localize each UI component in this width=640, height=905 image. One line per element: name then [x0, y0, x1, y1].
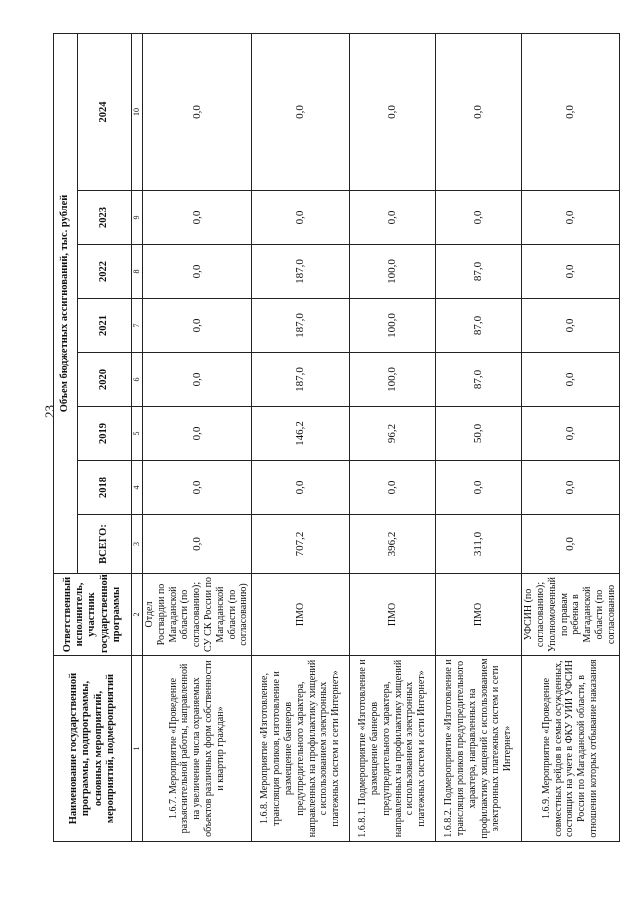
col-index: 5 — [132, 407, 143, 461]
header-name: Наименование государственной программы, подпрограммы, основных мероприятий, мероприятий, подмероприятий — [54, 656, 132, 842]
header-year: 2024 — [78, 33, 132, 190]
row-value: 0,0 — [522, 461, 619, 515]
row-value: 0,0 — [436, 461, 522, 515]
header-year: 2022 — [78, 245, 132, 299]
col-index: 3 — [132, 515, 143, 574]
header-year: 2018 — [78, 461, 132, 515]
row-executor: ПМО — [252, 574, 350, 656]
row-value: 0,0 — [143, 299, 252, 353]
row-value: 0,0 — [436, 33, 522, 190]
rotated-table-wrapper — [53, 34, 617, 842]
table-row — [522, 33, 619, 841]
row-value: 0,0 — [522, 353, 619, 407]
row-value: 100,0 — [350, 245, 436, 299]
col-index: 9 — [132, 191, 143, 245]
row-value: 0,0 — [143, 245, 252, 299]
row-name: 1.6.7. Мероприятие «Проведение разъяснительной работы, направленной на увеличение числа охраняемых объектов различных форм собственности и квартир граждан» — [143, 656, 252, 842]
row-value: 0,0 — [143, 407, 252, 461]
row-total: 707,2 — [252, 515, 350, 574]
row-value: 87,0 — [436, 245, 522, 299]
table-row — [350, 33, 436, 841]
row-executor: ПМО — [436, 574, 522, 656]
header-total: ВСЕГО: — [78, 515, 132, 574]
row-value: 0,0 — [522, 245, 619, 299]
header-year: 2020 — [78, 353, 132, 407]
col-index: 6 — [132, 353, 143, 407]
row-executor: Отдел Росгвардии по Магаданской области (по согласованию); СУ СК России по Магаданской области (по согласованию) — [143, 574, 252, 656]
col-index: 2 — [132, 574, 143, 656]
col-index: 7 — [132, 299, 143, 353]
row-executor: УФСИН (по согласованию); Уполномоченный по правам ребенка в Магаданской области (по согласованию — [522, 574, 619, 656]
row-value: 0,0 — [143, 191, 252, 245]
row-value: 0,0 — [522, 407, 619, 461]
header-year: 2019 — [78, 407, 132, 461]
row-value: 0,0 — [252, 33, 350, 190]
row-value: 146,2 — [252, 407, 350, 461]
row-value: 187,0 — [252, 299, 350, 353]
row-value: 96,2 — [350, 407, 436, 461]
row-value: 100,0 — [350, 353, 436, 407]
row-value: 87,0 — [436, 353, 522, 407]
row-total: 0,0 — [522, 515, 619, 574]
row-value: 0,0 — [522, 299, 619, 353]
col-index: 8 — [132, 245, 143, 299]
index-row — [132, 33, 143, 841]
col-index: 1 — [132, 656, 143, 842]
row-value: 0,0 — [143, 461, 252, 515]
table-row — [252, 33, 350, 841]
row-value: 0,0 — [522, 33, 619, 190]
row-total: 311,0 — [436, 515, 522, 574]
header-budget-group: Объем бюджетных ассигнований, тыс. рублей — [54, 33, 78, 573]
row-value: 0,0 — [522, 191, 619, 245]
row-total: 396,2 — [350, 515, 436, 574]
row-value: 0,0 — [350, 461, 436, 515]
row-value: 187,0 — [252, 245, 350, 299]
header-year: 2021 — [78, 299, 132, 353]
row-name: 1.6.8. Мероприятие «Изготовление, трансляция роликов, изготовление и размещение баннеров предупредительного характера, направленных на профилактику хищений с использованием электронных платежных систем и сети Интернет» — [252, 656, 350, 842]
row-name: 1.6.8.2. Подмероприятие «Изготовление и трансляция роликов предупредительного характера, направленных на профилактику хищений с использованием электронных платежных систем и сети Интернет» — [436, 656, 522, 842]
budget-table — [53, 33, 620, 842]
row-value: 0,0 — [350, 33, 436, 190]
table-row — [143, 33, 252, 841]
row-value: 0,0 — [436, 191, 522, 245]
row-value: 0,0 — [143, 353, 252, 407]
row-total: 0,0 — [143, 515, 252, 574]
header-executor: Ответственный исполнитель, участник государственной программы — [54, 574, 132, 656]
row-value: 0,0 — [252, 191, 350, 245]
row-executor: ПМО — [350, 574, 436, 656]
row-value: 0,0 — [350, 191, 436, 245]
table-row — [436, 33, 522, 841]
col-index: 10 — [132, 33, 143, 190]
header-year: 2023 — [78, 191, 132, 245]
row-name: 1.6.9. Мероприятие «Проведение совместных рейдов в семьи осужденных, состоящих на учете в ФКУ УИИ УФСИН России по Магаданской области, в отношении которых отбывание наказания — [522, 656, 619, 842]
col-index: 4 — [132, 461, 143, 515]
row-value: 100,0 — [350, 299, 436, 353]
row-value: 0,0 — [252, 461, 350, 515]
row-value: 187,0 — [252, 353, 350, 407]
page-number: 23 — [42, 405, 57, 418]
row-value: 87,0 — [436, 299, 522, 353]
row-value: 0,0 — [143, 33, 252, 190]
row-name: 1.6.8.1. Подмероприятие «Изготовление и размещение баннеров предупредительного характера, направленных на профилактику хищений с использованием электронных платежных систем и сети Интернет» — [350, 656, 436, 842]
row-value: 50,0 — [436, 407, 522, 461]
